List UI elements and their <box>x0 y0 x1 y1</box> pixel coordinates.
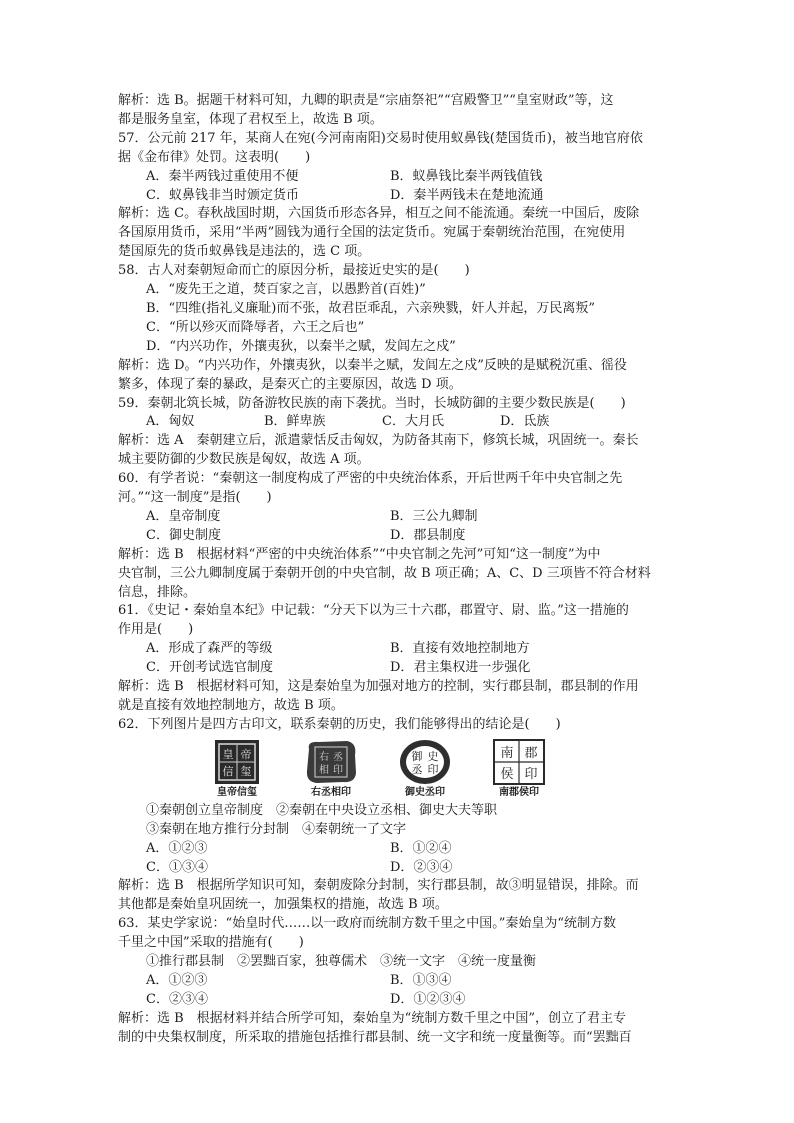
statement-items: ③秦朝在地方推行分封制 ④秦朝统一了文字 <box>146 821 407 837</box>
option-b: B．直接有效地控制地方 <box>390 641 530 657</box>
seal-censor <box>385 739 465 800</box>
question-57-stem: 据《金布律》处罚。这表明( ) <box>118 149 311 165</box>
seal-censor-image <box>398 739 452 785</box>
analysis-line: 就是直接有效地控制地方，故选 B 项。 <box>118 698 344 713</box>
seal-glyph: 印 <box>524 766 538 782</box>
analysis-line: 解析：选 D。“内兴功作，外攘夷狄，以秦半之赋，发闾左之戍”反映的是赋税沉重、徭役 <box>118 357 627 373</box>
analysis-line: 楚国原先的货币蚁鼻钱是违法的，选 C 项。 <box>118 244 371 260</box>
seal-glyph: 皇 <box>222 747 234 761</box>
option-b: B．三公九卿制 <box>390 508 478 524</box>
option-c: C．②③④ <box>146 991 208 1007</box>
seal-caption: 右丞相印 <box>311 786 351 798</box>
option-row <box>118 659 678 678</box>
option-row <box>118 991 678 1010</box>
option-a: A．形成了森严的等级 <box>146 641 273 657</box>
analysis-line: 解析：选 B 根据材料并结合所学可知，秦始皇为“统制方数千里之中国”，创立了君主专 <box>118 1010 626 1026</box>
option-b: B．“四维(指礼义廉耻)而不张，故君臣乖乱，六亲殃戮，奸人并起，万民离叛” <box>146 300 595 316</box>
option-b: B．①③④ <box>390 972 452 988</box>
option-a: A．匈奴 <box>146 414 195 430</box>
seal-glyph: 史 <box>427 749 439 763</box>
option-row <box>118 187 678 206</box>
text-line: 解析：选 B。据题干材料可知，九卿的职责是“宗庙祭祀”“宫殿警卫”“皇室财政”等，这 <box>118 93 614 108</box>
analysis-line: 解析：选 C。春秋战国时期，六国货币形态各异，相互之间不能流通。秦统一中国后，废除 <box>118 206 640 222</box>
seal-glyph: 郡 <box>524 745 538 761</box>
option-row <box>118 168 678 187</box>
option-a: A．①②③ <box>146 840 208 856</box>
analysis-line: 城主要防御的少数民族是匈奴，故选 A 项。 <box>118 452 370 468</box>
option-b: B．鲜卑族 <box>264 414 326 430</box>
analysis-line: 其他都是秦始皇巩固统一，加强集权的措施，故选 B 项。 <box>118 897 448 913</box>
question-58-stem: 58．古人对秦朝短命而亡的原因分析，最接近史实的是( ) <box>118 263 470 279</box>
question-60-stem: 60．有学者说：“秦朝这一制度构成了严密的中央统治体系，开后世两千年中央官制之先 <box>118 471 623 487</box>
seal-glyph: 丞 <box>333 751 343 763</box>
seal-emperor-image <box>213 739 261 785</box>
seal-glyph: 御 <box>411 749 423 763</box>
option-d: D．②③④ <box>390 859 453 875</box>
option-d: D．氐族 <box>500 414 550 430</box>
question-60-stem: 河。”“这一制度”是指( ) <box>118 490 272 506</box>
analysis-line: 制的中央集权制度，所采取的措施包括推行郡县制、统一文字和统一度量衡等。而“罢黜百 <box>118 1029 632 1045</box>
seal-glyph: 信 <box>222 764 234 778</box>
option-c: C．①③④ <box>146 859 208 875</box>
option-c: C．大月氏 <box>382 414 444 430</box>
seal-caption: 皇帝信玺 <box>217 786 257 798</box>
seal-glyph: 印 <box>333 764 343 776</box>
option-row <box>118 527 678 546</box>
seal-glyph: 帝 <box>240 747 252 761</box>
text-line: 都是服务皇室，体现了君权至上，故选 B 项。 <box>118 111 383 127</box>
seal-glyph: 右 <box>319 751 329 763</box>
seal-glyph: 印 <box>427 762 439 776</box>
option-c: C．“所以殄灭而降辱者，六王之后也” <box>146 319 365 335</box>
seal-right-chancellor-image <box>303 739 359 785</box>
option-b: B．蚁鼻钱比秦半两钱值钱 <box>390 168 543 184</box>
seal-caption: 御史丞印 <box>405 786 445 798</box>
option-row <box>118 840 678 859</box>
seal-nanjun <box>479 739 559 800</box>
question-63-stem: 千里之中国”采取的措施有( ) <box>118 935 304 951</box>
statement-items: ①推行郡县制 ②罢黜百家，独尊儒术 ③统一文字 ④统一度量衡 <box>146 954 537 970</box>
option-a: A．秦半两钱过重使用不便 <box>146 168 299 184</box>
analysis-line: 解析：选 B 根据材料“严密的中央统治体系”“中央官制之先河”可知“这一制度”为中 <box>118 546 601 562</box>
document-page <box>118 92 678 1048</box>
option-d: D．郡县制度 <box>390 527 466 543</box>
option-row <box>118 640 678 659</box>
option-d: D．①②③④ <box>390 991 466 1007</box>
analysis-line: 各国原用货币，采用“半两”圆钱为通行全国的法定货币。宛属于秦朝统治范围，在宛使用 <box>118 225 626 241</box>
option-c: C．御史制度 <box>146 527 221 543</box>
statement-items: ①秦朝创立皇帝制度 ②秦朝在中央设立丞相、御史大夫等职 <box>146 802 498 818</box>
option-a: A．“废先王之道，焚百家之言，以愚黔首(百姓)” <box>146 282 426 298</box>
seal-glyph: 玺 <box>240 764 252 778</box>
question-61-stem: 61．《史记・秦始皇本纪》中记载：“分天下以为三十六郡，郡置守、尉、监。”这一措施的 <box>118 603 629 619</box>
seal-glyph: 侯 <box>500 766 514 782</box>
option-d: D．君主集权进一步强化 <box>390 660 531 676</box>
option-b: B．①②④ <box>390 840 452 856</box>
option-d: D．“内兴功作，外攘夷狄，以秦半之赋，发闾左之戍” <box>146 338 456 354</box>
analysis-line: 繁多，体现了秦的暴政，是秦灭亡的主要原因，故选 D 项。 <box>118 376 462 392</box>
option-c: C．蚁鼻钱非当时颁定货币 <box>146 187 299 203</box>
option-d: D．秦半两钱未在楚地流通 <box>390 187 544 203</box>
analysis-line: 央官制，三公九卿制度属于秦朝开创的中央官制，故 B 项正确；A、C、D 三项皆不符合材料 <box>118 565 651 581</box>
seal-emperor <box>197 739 277 800</box>
question-62-stem: 62．下列图片是四方古印文，联系秦朝的历史，我们能够得出的结论是( ) <box>118 716 561 732</box>
option-a: A．①②③ <box>146 972 208 988</box>
option-a: A．皇帝制度 <box>146 508 221 524</box>
seal-right-chancellor <box>291 739 371 800</box>
option-row <box>118 508 678 527</box>
seal-glyph: 南 <box>500 745 514 761</box>
question-61-stem: 作用是( ) <box>118 622 194 638</box>
seal-caption: 南郡侯印 <box>499 786 539 798</box>
option-row <box>118 859 678 878</box>
option-row <box>118 972 678 991</box>
analysis-line: 解析：选 A 秦朝建立后，派遣蒙恬反击匈奴，为防备其南下，修筑长城，巩固统一。秦长 <box>118 433 639 449</box>
option-c: C．开创考试选官制度 <box>146 660 273 676</box>
question-57-stem: 57．公元前 217 年，某商人在宛(今河南南阳)交易时使用蚁鼻钱(楚国货币)，被当地官府依 <box>118 130 643 146</box>
analysis-line: 解析：选 B 根据材料可知，这是秦始皇为加强对地方的控制，实行郡县制，郡县制的作用 <box>118 679 639 695</box>
question-59-stem: 59．秦朝北筑长城，防备游牧民族的南下袭扰。当时，长城防御的主要少数民族是( ) <box>118 395 626 411</box>
analysis-line: 解析：选 B 根据所学知识可知，秦朝废除分封制，实行郡县制，故③明显错误，排除。而 <box>118 878 639 894</box>
seal-images <box>118 739 678 800</box>
seal-glyph: 丞 <box>411 762 423 776</box>
question-63-stem: 63．某史学家说：“始皇时代……以一政府而统制方数千里之中国。”秦始皇为“统制方数 <box>118 916 616 932</box>
seal-glyph: 相 <box>319 764 329 776</box>
analysis-line: 信息，排除。 <box>118 584 197 600</box>
seal-nanjun-image <box>492 739 546 785</box>
option-row <box>118 413 678 432</box>
